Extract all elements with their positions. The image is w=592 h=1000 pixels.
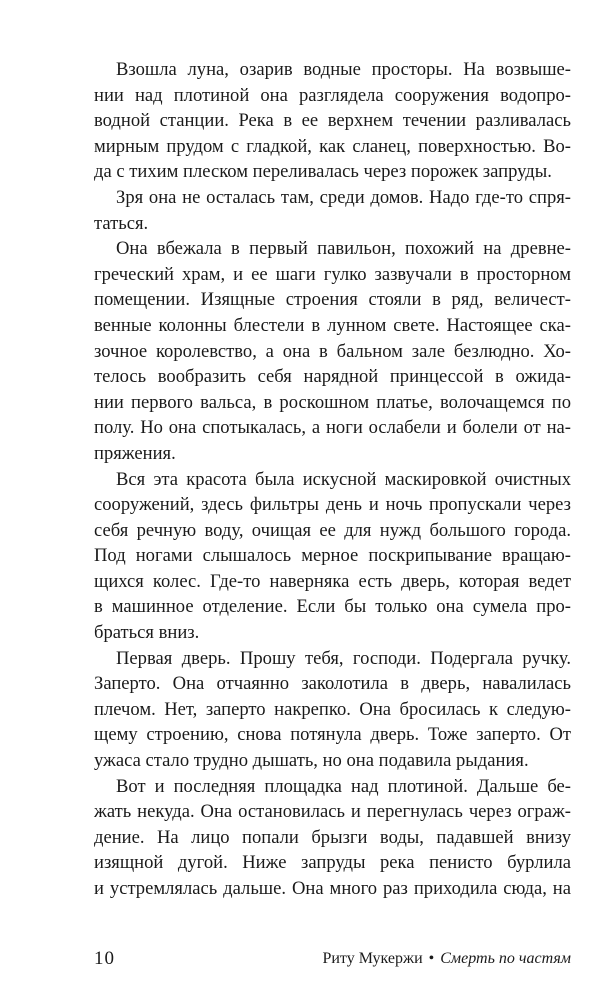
text-line: пряжения. — [94, 442, 176, 464]
text-line: щему строению, снова потянула дверь. Тоже заперто. От — [94, 724, 571, 746]
text-line: в машинное отделение. Если бы только она сумела про- — [94, 596, 571, 618]
text-line: Она вбежала в первый павильон, похожий на древне- — [116, 238, 571, 260]
separator-bullet: • — [428, 950, 435, 967]
author-name: Риту Мукержи — [322, 950, 423, 967]
text-line: и устремлялась дальше. Она много раз приходила сюда, на — [94, 878, 571, 899]
text-line: мирным прудом с гладкой, как сланец, поверхностью. Во- — [94, 135, 571, 157]
paragraph — [94, 236, 571, 466]
text-line: браться вниз. — [94, 622, 200, 644]
text-line: нии первого вальса, в роскошном платье, волочащемся по — [94, 391, 571, 413]
text-line: зочное королевство, а она в бальном зале безлюдно. Хо- — [94, 340, 571, 362]
running-head — [322, 950, 571, 968]
text-line: Под ногами слышалось мерное поскрипывание вращаю- — [94, 545, 571, 567]
text-line: венные колонны блестели в лунном свете. Настоящее ска- — [94, 314, 571, 336]
text-line: таться. — [94, 212, 149, 234]
text-line: да с тихим плеском переливалась через порожек запруды. — [94, 161, 552, 183]
book-title: Смерть по частям — [440, 950, 571, 967]
paragraph — [94, 646, 571, 774]
text-line: изящной дугой. Ниже запруды река пенисто бурлила — [94, 852, 571, 874]
page-footer — [94, 948, 571, 972]
text-line: Вся эта красота была искусной маскировкой очистных — [116, 468, 571, 490]
text-line: Зря она не осталась там, среди домов. Надо где-то спря- — [116, 186, 571, 208]
paragraph — [94, 185, 571, 236]
text-line: помещении. Изящные строения стояли в ряд, величест- — [94, 289, 571, 311]
paragraph — [94, 57, 571, 185]
paragraph — [94, 467, 571, 646]
text-line: ужаса стало трудно дышать, но она подавила рыдания. — [94, 750, 529, 772]
text-line: плечом. Нет, заперто накрепко. Она бросилась к следую- — [94, 698, 571, 720]
text-line: Первая дверь. Прошу тебя, господи. Подергала ручку. — [116, 647, 571, 669]
text-line: нии над плотиной она разглядела сооружения водопро- — [94, 84, 571, 106]
page-body-text — [94, 57, 571, 902]
text-line: сооружений, здесь фильтры день и ночь пропускали через — [94, 494, 571, 516]
text-line: полу. Но она спотыкалась, а ноги ослабели и болели от на- — [94, 417, 571, 439]
text-line: щихся колес. Где-то наверняка есть дверь, которая ведет — [94, 570, 571, 592]
text-line: жать некуда. Она остановилась и перегнулась через ограж- — [94, 801, 571, 823]
text-line: Взошла луна, озарив водные просторы. На возвыше- — [116, 59, 571, 80]
page-number: 10 — [94, 948, 115, 969]
text-line: Заперто. Она отчаянно заколотила в дверь, навалилась — [94, 673, 571, 695]
paragraph — [94, 774, 571, 902]
text-line: водной станции. Река в ее верхнем течении разливалась — [94, 110, 571, 132]
text-line: дение. На лицо попали брызги воды, падавшей внизу — [94, 826, 571, 848]
text-line: Вот и последняя площадка над плотиной. Дальше бе- — [116, 775, 571, 797]
text-line: греческий храм, и ее шаги гулко зазвучали в просторном — [94, 263, 571, 285]
text-line: себя речную воду, очищая ее для нужд большого города. — [94, 519, 571, 541]
text-line: телось вообразить себя нарядной принцессой в ожида- — [94, 366, 571, 388]
